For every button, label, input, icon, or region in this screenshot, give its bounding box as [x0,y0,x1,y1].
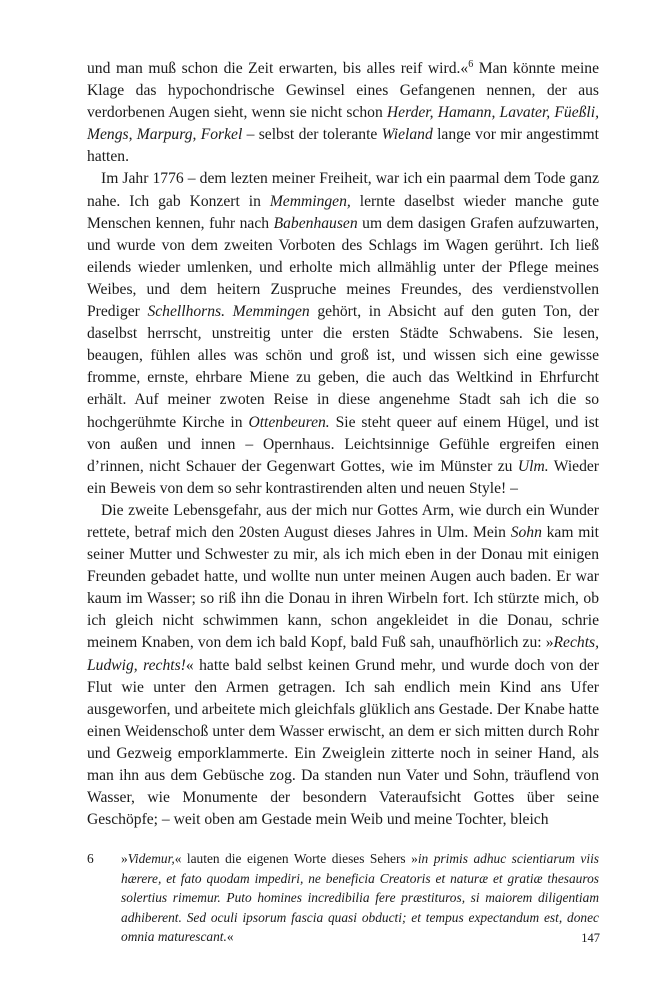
text-run: Sie steht queer auf einem Hügel, und ist von außen und innen – Opernhaus. Leichtsinnige Gefühle ergreifen einen d’rinnen, nicht Schauer der Gegenwart Gottes, wie im Münster zu [87,413,599,475]
italic-text: Rechts, Ludwig, rechts! [87,634,599,674]
text-run: Wieder ein Beweis von dem so sehr kontrastirenden alten und neuen Style! – [87,457,599,497]
italic-text: Ulm. [517,457,549,475]
footnote-reference: 6 [468,58,474,70]
text-run: lange vor mir angestimmt hatten. [87,126,599,166]
italic-text: Herder, Hamann, Lavater, Füeßli, Mengs, Marpurg, Forkel [87,104,599,144]
italic-text: Memmingen, [269,192,351,210]
italic-text: Sohn [510,523,542,541]
paragraph [87,168,599,499]
italic-text: Wieland [381,126,433,144]
text-run: um dem dasigen Grafen aufzuwarten, und wurde von dem zweiten Vorboten des Schlags im Wagen gerührt. Ich ließ eilends wieder umlenken, und erholte mich allmählig unter der Pflege meines Weibes, und dem heitern Zuspruche meines Freundes, des verdienstvollen Prediger [87,214,599,321]
text-run: – selbst der tolerante [242,126,382,144]
text-run: Man könnte meine Klage das hypochondrische Gewinsel eines Gefangenen nennen, der aus verdorbenen Augen sieht, wenn sie nicht schon [87,60,599,122]
text-run: gehört, in Absicht auf den guten Ton, der daselbst herrscht, unstreitig unter die ersten Städte Schwabens. Sie lesen, beaugen, fühlen alles was schön und groß ist, und wissen sich eine gewisse fromme, ernste, ehrbare Miene zu geben, die auch das Weltkind in Ehrfurcht erhält. Auf meiner zwoten Reise in diese angenehme Stadt sah ich die so hochgerühmte Kirche in [87,303,599,431]
footnote-number: 6 [87,851,94,866]
text-run: und man muß schon die Zeit erwarten, bis alles reif wird.« [87,60,469,77]
text-run: « hatte bald selbst keinen Grund mehr, und wurde doch von der Flut wie unter den Armen getragen. Ich sah endlich mein Kind ans Ufer ausgeworfen, und arbeitete mich gleichfals glüklich ans Gestade. Der Knabe hatte einen Weidenschoß unter dem Wasser erwischt, an dem er sich mitten durch Rohr und Gezweig emporklammerte. Ein Zweiglein zitterte noch in seiner Hand, als man ihn aus dem Gebüsche zog. Da standen nun Vater und Sohn, träuflend von Wasser, wie Monumente der besondern Vateraufsicht Gottes über seine Geschöpfe; – weit oben am Gestade mein Weib und meine Tochter, bleich [87,656,599,829]
italic-text: Schellhorns. Memmingen [147,303,310,321]
paragraph [87,58,599,168]
paragraph [87,500,599,831]
text-run: Im Jahr 1776 – dem lezten meiner Freiheit, war ich ein paarmal dem Tode ganz nahe. Ich gab Konzert in [87,170,599,210]
page-number: 147 [581,931,600,945]
italic-text: Videmur, [127,851,175,866]
italic-text: in primis adhuc scientiarum viis hærere, et fato quodam impediri, ne beneficia Creatoris et naturæ et gratiæ thesauros solertius rimemur. Puto homines incredibilia fere præstituros, si maiorem diligentiam adhiberent. Sed oculi ipsorum fascia quasi obducti; et tempus expectandum est, donec omnia maturescant. [121,851,599,945]
footnote [87,849,599,947]
main-text [87,58,599,831]
text-run: Die zweite Lebensgefahr, aus der mich nur Gottes Arm, wie durch ein Wunder rettete, betraf mich den 20sten August dieses Jahres in Ulm. Mein [87,501,599,541]
footnote-text [121,849,599,947]
text-run: « lauten die eigenen Worte dieses Sehers » [174,851,418,866]
text-run: » [121,851,128,866]
text-run: « [226,929,234,945]
text-run: lernte daselbst wieder manche gute Menschen kennen, fuhr nach [87,192,599,232]
text-run: kam mit seiner Mutter und Schwester zu mir, als ich mich eben in der Donau mit einigen Freunden gebadet hatte, und wollte nun unter meinen Augen auch baden. Er war kaum im Wasser; so riß ihn die Donau in ihren Wirbeln fort. Ich stürzte mich, ob ich gleich nicht schwimmen kann, schon angekleidet in die Donau, schrie meinem Knaben, von dem ich bald Kopf, bald Fuß sah, unaufhörlich zu: » [87,523,599,652]
italic-text: Babenhausen [273,214,358,232]
italic-text: Ottenbeuren. [248,413,330,431]
